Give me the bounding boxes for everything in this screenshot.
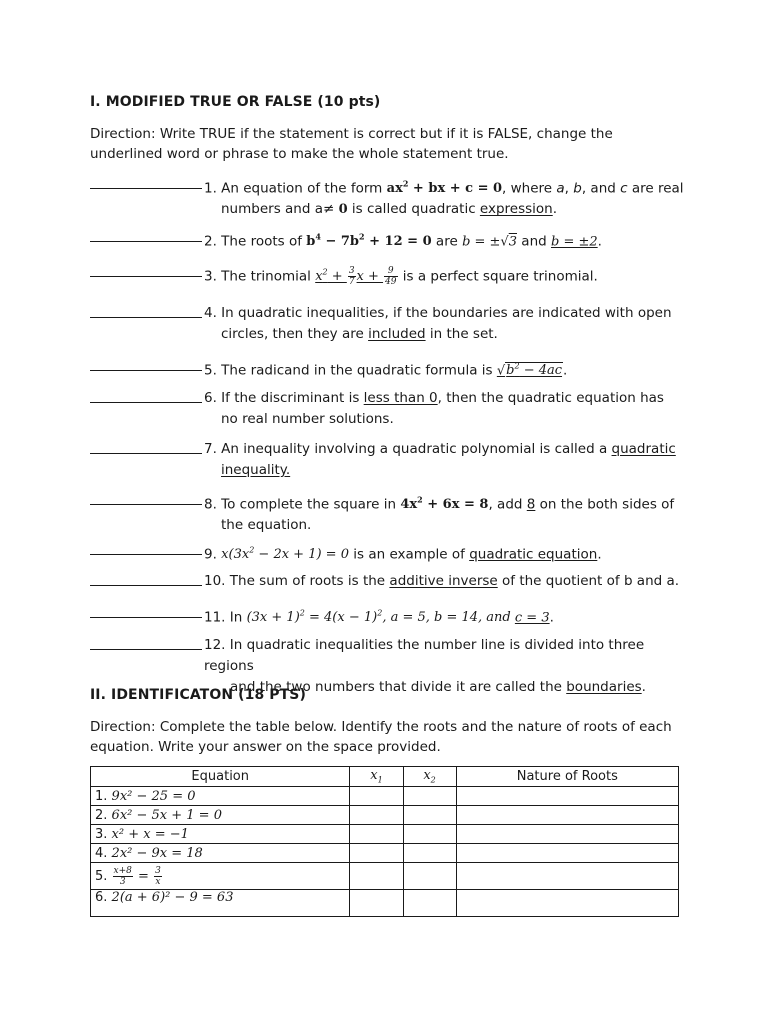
item-1: 1. An equation of the form $ax^2$ + bx + c = 0, where a, b, and c are real numbers and a≠ 0 is called quadratic expression. xyxy=(90,174,690,220)
item-11 xyxy=(90,603,690,628)
equation-text: 6x² − 5x + 1 = 0 xyxy=(111,807,222,823)
item-6-text-d: no real number solutions. xyxy=(221,411,394,427)
row-number: 4. xyxy=(95,845,112,861)
section1-title: I. MODIFIED TRUE OR FALSE (10 pts) xyxy=(90,94,381,110)
table-row xyxy=(91,844,679,863)
item-7-underlined-2: inequality. xyxy=(221,462,291,478)
answer-blank-1[interactable] xyxy=(90,174,202,189)
roots-table xyxy=(90,766,679,917)
x1-cell-6[interactable] xyxy=(350,890,403,917)
item-1-var-b: b xyxy=(573,180,582,197)
item-10-text: 10. The sum of roots is the xyxy=(204,573,390,589)
item-11-text: 11. In xyxy=(204,609,247,626)
item-8-text-d: the equation. xyxy=(221,517,312,534)
answer-blank-2[interactable] xyxy=(90,227,202,242)
equation-text: 2x² − 9x = 18 xyxy=(111,845,203,861)
item-2-text-b: are xyxy=(431,233,463,250)
item-8-math: $4x^2 + 6x = 8$ xyxy=(400,495,489,513)
item-8-text-c: on the both sides of xyxy=(535,496,675,513)
fraction-left: $\frac{x+8}{3}$ xyxy=(113,865,132,887)
nature-cell-1[interactable] xyxy=(456,787,678,806)
answer-blank-11[interactable] xyxy=(90,603,202,618)
x2-cell-4[interactable] xyxy=(403,844,456,863)
item-7-underlined: quadratic xyxy=(611,441,676,457)
x2-cell-3[interactable] xyxy=(403,825,456,844)
x1-cell-5[interactable] xyxy=(350,863,403,890)
nature-cell-2[interactable] xyxy=(456,806,678,825)
item-2-root1: b = ±√3 xyxy=(462,234,517,250)
x1-cell-3[interactable] xyxy=(350,825,403,844)
item-9-math: $x(3x^2 - 2x + 1) = 0$ xyxy=(221,546,349,563)
nature-cell-6[interactable] xyxy=(456,890,678,917)
item-8-text: 8. To complete the square in xyxy=(204,496,401,513)
equation-cell-1 xyxy=(91,787,350,806)
x2-cell-6[interactable] xyxy=(403,890,456,917)
item-10-underlined: additive inverse xyxy=(389,573,498,589)
item-1-zero: 0 xyxy=(338,202,348,218)
item-2-math: $b^4 - 7b^2 + 12 = 0$ xyxy=(306,232,432,250)
item-1-end: . xyxy=(552,201,558,218)
item-8-underlined: 8 xyxy=(526,496,536,513)
item-8 xyxy=(90,490,690,536)
answer-blank-6[interactable] xyxy=(90,388,202,403)
item-4-underlined: included xyxy=(368,326,426,342)
item-3-text: 3. The trinomial xyxy=(204,268,316,285)
equation-cell-4 xyxy=(91,844,350,863)
x1-cell-4[interactable] xyxy=(350,844,403,863)
x2-cell-2[interactable] xyxy=(403,806,456,825)
item-9 xyxy=(90,540,690,565)
equation-cell-3 xyxy=(91,825,350,844)
item-3-trinomial: $x^2$ + $\frac{3}{7}$ x + $\frac{9}{49}$ xyxy=(315,265,397,287)
equation-cell-5 xyxy=(91,863,350,890)
item-2-underlined: b = ±2 xyxy=(550,234,598,250)
x2-cell-5[interactable] xyxy=(403,863,456,890)
item-9-number: 9. xyxy=(204,546,222,563)
item-6-underlined: less than 0 xyxy=(363,390,438,406)
item-1-text-b: , where xyxy=(502,180,557,197)
section2-direction-line1: Direction: Complete the table below. Identify the roots and the nature of roots of each xyxy=(90,719,672,735)
answer-blank-12[interactable] xyxy=(90,635,202,650)
item-1-text-e: is called quadratic xyxy=(347,201,480,218)
table-row xyxy=(91,806,679,825)
x1-cell-1[interactable] xyxy=(350,787,403,806)
item-5 xyxy=(90,356,690,381)
item-5-text: 5. The radicand in the quadratic formula is xyxy=(204,362,497,379)
table-row xyxy=(91,787,679,806)
table-header-row xyxy=(91,767,679,787)
x2-cell-1[interactable] xyxy=(403,787,456,806)
item-1-vars: a xyxy=(556,180,565,197)
item-1-text-d: numbers and a≠ xyxy=(221,201,339,218)
section1-direction-line1: Direction: Write TRUE if the statement is correct but if it is FALSE, change the xyxy=(90,126,613,142)
header-x1: $x_1$ xyxy=(350,767,403,787)
item-12-text: 12. In quadratic inequalities the number line is divided into three regions xyxy=(204,637,645,674)
item-6 xyxy=(90,388,690,430)
item-2 xyxy=(90,227,690,252)
equation-text: = xyxy=(133,868,154,884)
item-1-underlined: expression xyxy=(479,201,553,218)
equation-text: 9x² − 25 = 0 xyxy=(111,788,196,804)
header-equation: Equation xyxy=(91,767,350,787)
item-4-end: in the set. xyxy=(425,326,498,342)
item-12-text-d: and the two numbers that divide it are called the xyxy=(230,679,567,695)
item-1-var-c: c xyxy=(620,180,628,197)
item-5-radical: $√b^2 - 4ac$ xyxy=(496,362,563,379)
item-1-math: $ax^2$ + bx + c = 0 xyxy=(386,179,503,197)
item-2-text-c: and xyxy=(517,233,551,250)
answer-blank-8[interactable] xyxy=(90,490,202,505)
section2-title: II. IDENTIFICATON (18 PTS) xyxy=(90,687,306,703)
row-number: 6. xyxy=(95,890,112,905)
item-10-text-b: of the quotient of b and a. xyxy=(497,573,680,589)
item-4 xyxy=(90,303,690,345)
nature-cell-3[interactable] xyxy=(456,825,678,844)
answer-blank-7[interactable] xyxy=(90,439,202,454)
item-3-text-b: is a perfect square trinomial. xyxy=(398,268,598,285)
x1-cell-2[interactable] xyxy=(350,806,403,825)
item-6-text-b: , then the quadratic equation has xyxy=(437,390,664,406)
equation-cell-6 xyxy=(91,890,350,917)
item-8-text-b: , add xyxy=(488,496,527,513)
item-9-underlined: quadratic equation xyxy=(469,546,598,563)
row-number: 3. xyxy=(95,826,112,842)
row-number: 1. xyxy=(95,788,112,804)
section2-direction-line2: equation. Write your answer on the space provided. xyxy=(90,739,441,755)
item-12-underlined: boundaries xyxy=(566,679,642,695)
item-12-end: . xyxy=(641,679,646,695)
answer-blank-9[interactable] xyxy=(90,540,202,555)
section2-direction xyxy=(90,717,690,757)
item-11-math: $(3x + 1)^2 = 4(x - 1)^2$, a = 5, b = 14, and xyxy=(246,609,515,626)
answer-blank-10[interactable] xyxy=(90,571,202,586)
row-number: 2. xyxy=(95,807,112,823)
item-2-text: 2. The roots of xyxy=(204,233,307,250)
nature-cell-5[interactable] xyxy=(456,863,678,890)
section1-direction-line2: underlined word or phrase to make the whole statement true. xyxy=(90,146,509,162)
equation-cell-2 xyxy=(91,806,350,825)
equation-text: 2(a + 6)² − 9 = 63 xyxy=(111,890,234,905)
row-number: 5. xyxy=(95,868,112,884)
item-2-end: . xyxy=(597,233,602,250)
section1-direction xyxy=(90,124,690,164)
item-3 xyxy=(90,262,690,287)
item-1-text: 1. An equation of the form xyxy=(204,180,387,197)
table-row xyxy=(91,863,679,890)
item-6-text: 6. If the discriminant is xyxy=(204,390,364,406)
table-row xyxy=(91,825,679,844)
item-7 xyxy=(90,439,690,481)
answer-blank-3[interactable] xyxy=(90,262,202,277)
item-10 xyxy=(90,571,690,592)
item-11-end: . xyxy=(549,609,554,626)
header-nature: Nature of Roots xyxy=(456,767,678,787)
item-7-text: 7. An inequality involving a quadratic polynomial is called a xyxy=(204,441,612,457)
answer-blank-5[interactable] xyxy=(90,356,202,371)
item-9-end: . xyxy=(597,546,602,563)
answer-blank-4[interactable] xyxy=(90,303,202,318)
item-11-underlined: c = 3 xyxy=(514,610,550,626)
item-5-end: . xyxy=(563,362,568,379)
item-9-text-b: is an example of xyxy=(348,546,470,563)
fraction-right: $\frac{3}{x}$ xyxy=(155,865,161,887)
item-4-text-d: circles, then they are xyxy=(221,326,369,342)
equation-text: x² + x = −1 xyxy=(111,826,189,842)
table-row xyxy=(91,890,679,917)
item-4-text: 4. In quadratic inequalities, if the boundaries are indicated with open xyxy=(204,305,672,321)
header-x2: $x_2$ xyxy=(403,767,456,787)
item-1-text-c: are real xyxy=(627,180,684,197)
nature-cell-4[interactable] xyxy=(456,844,678,863)
